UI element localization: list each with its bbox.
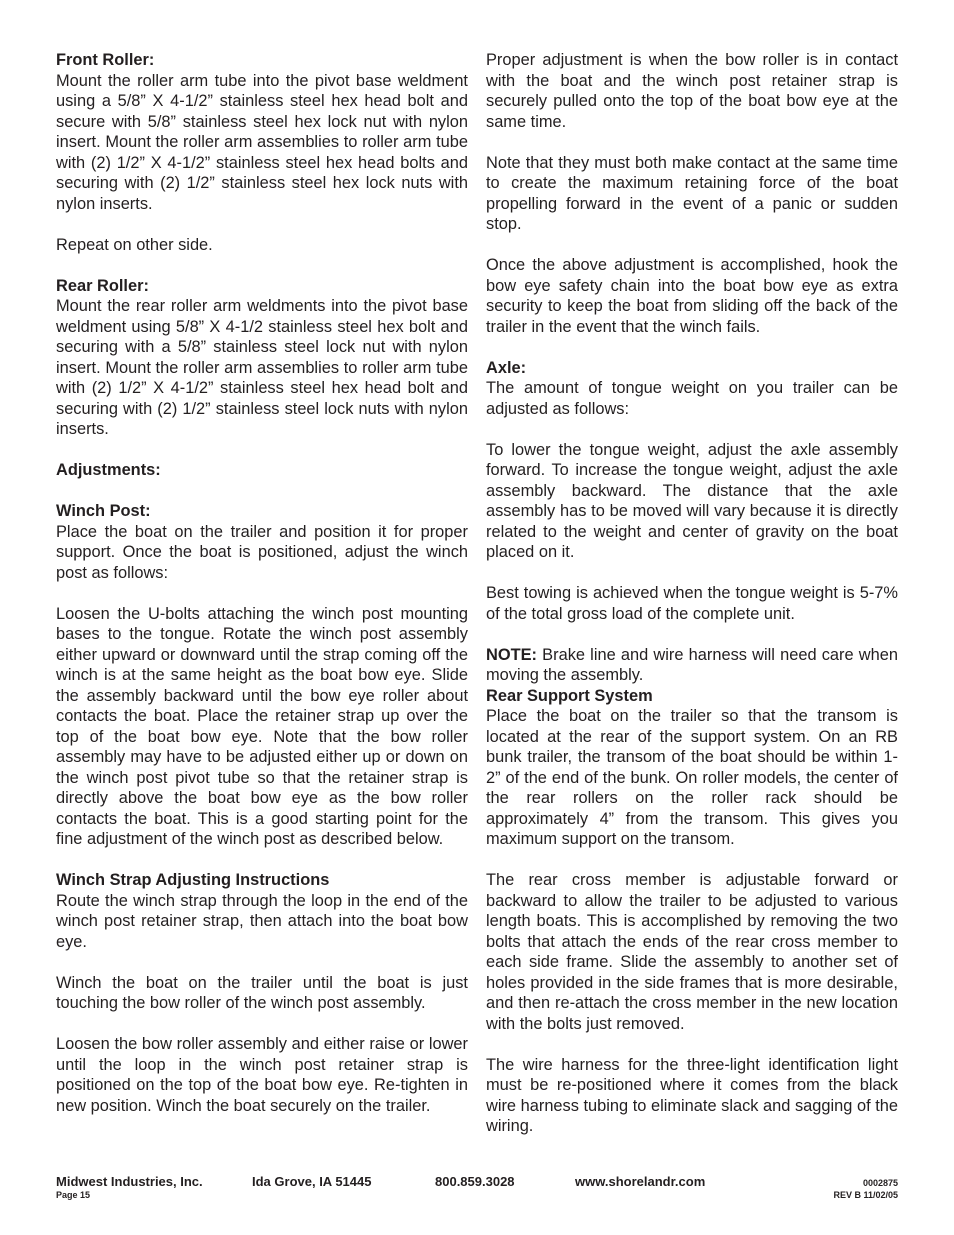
rear-support-paragraph: Place the boat on the trailer so that the transom is located at the rear of the support system. On an RB bunk trailer, the transom of the boat should be within 1-2” of the end of the bunk. On roller models, the center of the rear rollers on the roller rack should be approximately 4” from the transom. This gives you maximum support on the transom. [486,707,898,848]
proper-adjustment-paragraph: Proper adjustment is when the bow roller is in contact with the boat and the winch post retainer strap is securely pulled onto the top of the boat bow eye at the same time. [486,51,898,131]
wire-harness-paragraph: The wire harness for the three-light identification light must be re-positioned where it comes from the black wire harness tubing to eliminate slack and sagging of the wiring. [486,1055,898,1135]
note-label: NOTE: [486,645,537,664]
left-column [56,50,468,1116]
rear-support-heading: Rear Support System [486,686,653,705]
repeat-paragraph: Repeat on other side. [56,235,213,254]
note-paragraph [486,645,898,686]
footer-company: Midwest Industries, Inc. [56,1174,203,1189]
rear-roller-heading: Rear Roller: [56,276,149,295]
towing-paragraph: Best towing is achieved when the tongue weight is 5-7% of the total gross load of the complete unit. [486,584,898,623]
footer-phone: 800.859.3028 [435,1174,515,1189]
front-roller-paragraph: Mount the roller arm tube into the pivot base weldment using a 5/8” X 4-1/2” stainless steel hex head bolt and secure with 5/8” stainless steel hex lock nut with nylon insert. Mount the roller arm assemblies to roller arm tube with (2) 1/2” X 4-1/2” stainless steel hex head bolts and securing with (2) 1/2” stainless steel hex lock nuts with nylon inserts. [56,71,468,213]
note-text: Brake line and wire harness will need care when moving the assembly. [486,645,898,684]
right-column [486,50,898,1137]
safety-chain-paragraph: Once the above adjustment is accomplished, hook the bow eye safety chain into the boat bow eye as extra security to keep the boat from sliding off the back of the trailer in the event that the winch fails. [486,256,898,336]
footer-doc-number: 0002875 [862,1178,898,1188]
winch-post-heading: Winch Post: [56,502,151,520]
tongue-weight-paragraph: To lower the tongue weight, adjust the axle assembly forward. To increase the tongue weight, adjust the axle assembly backward. The distance that the axle assembly has to be moved will vary because it is directly related to the weight and center of gravity on the boat placed on it. [486,440,898,561]
footer-page-number: Page 15 [56,1190,91,1200]
axle-paragraph: The amount of tongue weight on you trailer can be adjusted as follows: [486,379,898,418]
loosen-bow-paragraph: Loosen the bow roller assembly and either raise or lower until the loop in the winch post retainer strap is positioned on the top of the boat bow eye. Re-tighten in new position. Winch the boat securely on the trailer. [56,1035,468,1115]
note-contact-paragraph: Note that they must both make contact at the same time to create the maximum retaining force of the boat propelling forward in the event of a panic or sudden stop. [486,153,898,233]
winch-post-paragraph: Place the boat on the trailer and position it for proper support. Once the boat is positioned, adjust the winch post as follows: [56,522,468,582]
footer-revision: REV B 11/02/05 [833,1190,898,1200]
footer-city: Ida Grove, IA 51445 [252,1174,372,1189]
winch-strap-heading: Winch Strap Adjusting Instructions [56,871,330,889]
loosen-ubolts-paragraph: Loosen the U-bolts attaching the winch post mounting bases to the tongue. Rotate the winch post assembly either upward or downward until the strap coming off the winch is at the same height as the boat bow eye. Slide the assembly backward until the bow eye roller about contacts the boat. Place the retainer strap up over the top of the boat bow eye. Note that the bow roller assembly may have to be adjusted either up or down on the winch post pivot tube so that the retainer strap is directly above the boat bow eye as the bow roller contacts the boat. This is a good starting point for the fine adjustment of the winch post as described below. [56,604,468,848]
front-roller-heading: Front Roller: [56,51,155,69]
axle-heading: Axle: [486,358,527,377]
winch-strap-paragraph: Route the winch strap through the loop in the end of the winch post retainer strap, then attach into the boat bow eye. [56,891,468,951]
cross-member-paragraph: The rear cross member is adjustable forward or backward to allow the trailer to be adjusted to various length boats. This is accomplished by removing the two bolts that attach the ends of the rear cross member to each side frame. Slide the assembly to another set of holes provided in the side frames that is more desirable, and then re-attach the cross member in the new location with the bolts just removed. [486,871,898,1033]
adjustments-heading: Adjustments: [56,461,161,479]
winch-boat-paragraph: Winch the boat on the trailer until the boat is just touching the bow roller of the winch post assembly. [56,973,468,1012]
rear-roller-paragraph: Mount the rear roller arm weldments into the pivot base weldment using 5/8” X 4-1/2 stainless steel hex bolt and securing with a 5/8” stainless steel lock nut with nylon insert. Mount the roller arm assemblies to roller arm tube with (2) 1/2” X 4-1/2” stainless steel hex head bolt and securing with (2) 1/2” stainless steel lock nuts with nylon inserts. [56,297,468,438]
footer-website: www.shorelandr.com [575,1174,706,1189]
